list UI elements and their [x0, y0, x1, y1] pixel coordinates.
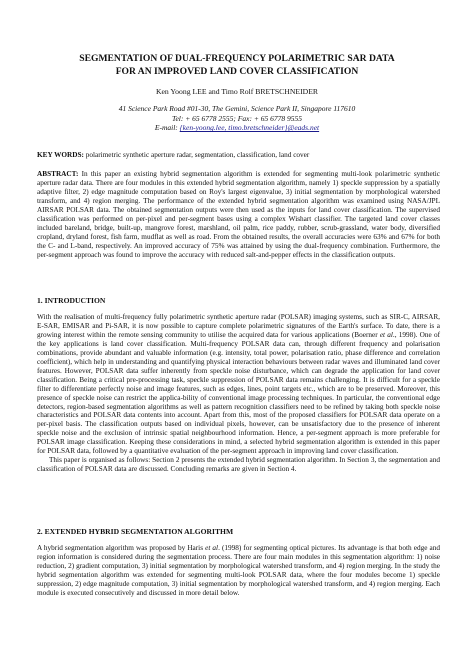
section-2-etal: et al	[205, 544, 219, 552]
author-names: Ken Yoong LEE and Timo Rolf BRETSCHNEIDER	[155, 87, 319, 96]
section-2-text-b: . (1998) for segmenting optical pictures. Its advantage is that both edge and region information is considered during the segmentation process. There are four main modules in this segmentation algorithm: 1) noise reduction, 2) gradient computation, 3) initial segmentation by morphological watershed transform, and 4) region merging. In the study the hybrid segmentation algorithm was extended for segmenting multi-look POLSAR data, where the four modules become 1) speckle suppression, 2) edge magnitude computation, 3) initial segmentation by morphological watershed transform, and 4) region merging. Each module is executed consecutively and discussed in more detail below.	[37, 544, 441, 597]
section-1-body	[37, 313, 440, 474]
abstract-text: In this paper an existing hybrid segmentation algorithm is extended for segmenting multi-look polarimetric synthetic aperture radar data. There are four modules in this extended hybrid segmentation algorithm, namely 1) speckle suppression by a spatially adaptive filter, 2) edge magnitude computation based on Roy's largest eigenvalue, 3) initial segmentation by morphological watershed transform, and 4) region merging. The performance of the extended hybrid segmentation algorithm was examined using NASA/JPL AIRSAR POLSAR data. The obtained segmentation outputs were then used as the inputs for land cover classification. The supervised classification was performed on per-pixel and per-segment bases using a complex Wishart classifier. The targeted land cover classes included bareland, bridge, built-up, mangrove forest, marshland, oil palm, rice paddy, rubber, scrub-grassland, water body, diversified cropland, dryland forest, fish farm, mudflat as well as road. From the obtained results, the overall accuracies were 63% and 67% for both the C- and L-band, respectively. An improved accuracy of 75% was attained by using the dual-frequency combination. Furthermore, the per-segment approach was found to improve the accuracy with reduced salt-and-pepper effects in the classification outputs.	[37, 170, 441, 259]
keywords-label: KEY WORDS:	[37, 151, 84, 159]
email-label: E-mail:	[154, 123, 178, 133]
paper-title	[20, 53, 454, 78]
affiliation-phone: Tel: + 65 6778 2555; Fax: + 65 6778 9555	[171, 113, 303, 123]
section-2-paragraph-1	[37, 544, 440, 598]
section-1-text-b: ., 1998). One of the key applications is land cover classification. Multi-frequency POLSAR data can, through different frequency and polarisation combinations, provide abundant and valuable information (e.g. intensity, total power, polarisation ratio, phase difference and correlation coefficient), which help in understanding and quantifying physical interaction behaviours between radar waves and illuminated land cover features. However, POLSAR data suffer inherently from speckle noise disturbance, which can degrade the application for land cover classification. Being a critical pre-processing task, speckle suppression of POLSAR data remains challenging. It is difficult for a speckle filter to differentiate perfectly noise and image features, such as edges, lines, point targets etc., which are to be preserved. Moreover, this presence of speckle noise can restrict the applica-bility of conventional image processing techniques. In particular, the conventional edge detectors, region-based segmentation algorithms as well as pattern recognition classifiers need to be refined by taking both speckle noise characteristics and POLSAR data contents into account. Apart from this, most of the proposed classifiers for POLSAR data operate on a per-pixel basis. The classification outputs based on individual pixels, however, can be unsatisfactory due to the presence of inherent speckle noise and the exclusion of intrinsic spatial neighbourhood information. Hence, a per-segment approach is more preferable for POLSAR image classification. Keeping these considerations in mind, a selected hybrid segmentation algorithm is extended in this paper for POLSAR data, followed by a quantitative evaluation of the per-segment approach in improving land cover classification.	[37, 330, 440, 456]
affiliation-email-line	[20, 123, 454, 133]
title-line-1: SEGMENTATION OF DUAL-FREQUENCY POLARIMETRIC SAR DATA	[79, 53, 395, 64]
affiliation-address: 41 Science Park Road #01-30, The Gemini, Science Park II, Singapore 117610	[118, 104, 356, 113]
section-1-paragraph-1	[37, 313, 440, 456]
section-2-body	[37, 544, 440, 598]
section-1-paragraph-2: This paper is organised as follows: Section 2 presents the extended hybrid segmentation algorithm. In Section 3, the segmentation and classification of POLSAR data are discussed. Concluding remarks are given in Section 4.	[37, 456, 440, 474]
section-1-text-a: With the realisation of multi-frequency fully polarimetric synthetic aperture radar (POLSAR) imaging systems, such as SIR-C, AIRSAR, E-SAR, EMISAR and Pi-SAR, it is now possible to capture complete polarimetric signatures of the Earth's surface. To date, there is a growing interest within the remote sensing community to utilise the acquired data for various applications (Boerner	[37, 313, 440, 339]
author-affiliation	[20, 104, 454, 133]
section-1-heading: 1. INTRODUCTION	[37, 296, 106, 305]
keywords-text: polarimetric synthetic aperture radar, segmentation, classification, land cover	[85, 151, 310, 159]
abstract-label: ABSTRACT:	[37, 170, 79, 178]
email-link[interactable]: {ken-yoong.lee, timo.bretschneider}@eads.net	[179, 123, 320, 133]
section-1-etal: et al	[379, 330, 393, 339]
section-2-heading: 2. EXTENDED HYBRID SEGMENTATION ALGORITHM	[37, 527, 234, 536]
section-2-text-a: A hybrid segmentation algorithm was proposed by Haris	[37, 544, 206, 552]
title-line-2: FOR AN IMPROVED LAND COVER CLASSIFICATION	[115, 65, 359, 77]
abstract-paragraph	[37, 170, 440, 260]
keywords-paragraph	[37, 151, 440, 160]
